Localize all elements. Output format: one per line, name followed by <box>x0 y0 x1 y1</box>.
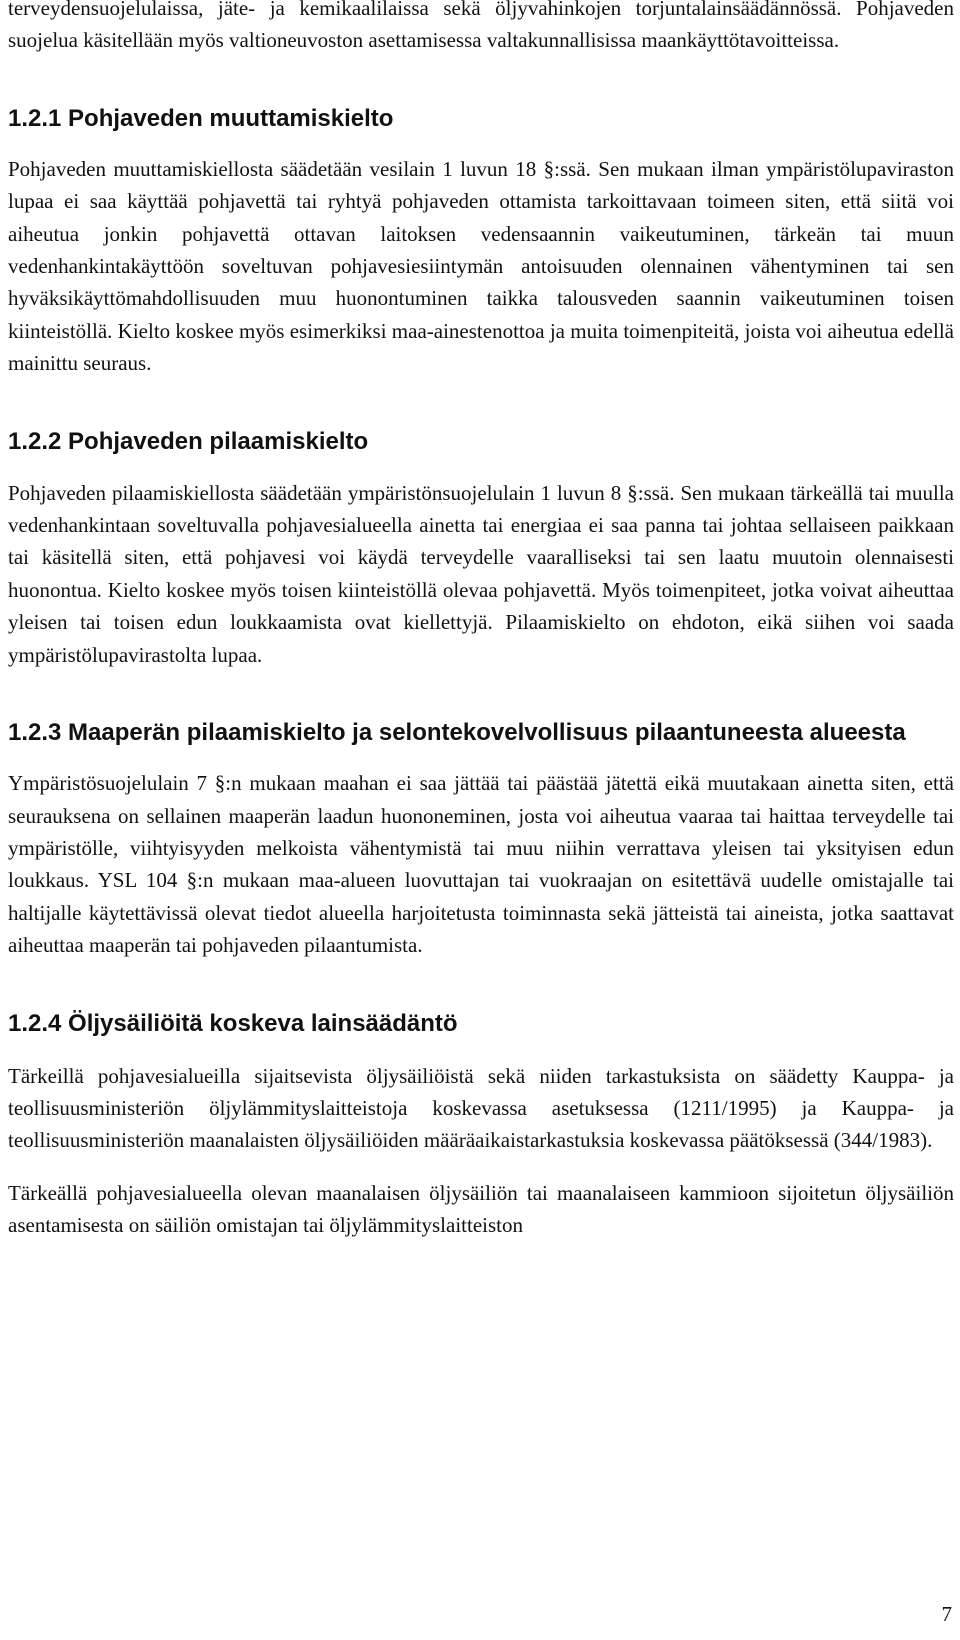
section-1-2-4-paragraph-2: Tärkeällä pohjavesialueella olevan maanalaisen öljysäiliön tai maanalaiseen kammioon sijoitetun öljysäiliön asentamisesta on säiliön omistajan tai öljylämmityslaitteiston <box>8 1180 954 1238</box>
section-heading-1-2-3: 1.2.3 Maaperän pilaamiskielto ja selontekovelvollisuus pilaantuneesta alueesta <box>8 719 906 747</box>
section-1-2-1-paragraph: Pohjaveden muuttamiskiellosta säädetään vesilain 1 luvun 18 §:ssä. Sen mukaan ilman ympäristölupaviraston lupaa ei saa käyttää pohjavettä tai ryhtyä pohjaveden ottamista tarkoittavaan toimeen siten, että siitä voi aiheutua jonkin pohjavettä ottavan laitoksen vedensaannin vaikeutuminen, tärkeän tai muun vedenhankintakäyttöön soveltuvan pohjavesiesiintymän antoisuuden olennainen vähentyminen tai sen hyväksikäyttömahdollisuuden muu huonontuminen taikka talousveden saannin vaikeutuminen toisen kiinteistöllä. Kielto koskee myös esimerkiksi maa-ainestenottoa ja muita toimenpiteitä, joista voi aiheutua edellä mainittu seuraus. <box>8 156 954 376</box>
intro-paragraph: terveydensuojelulaissa, jäte- ja kemikaalilaissa sekä öljyvahinkojen torjuntalainsäädännössä. Pohjaveden suojelua käsitellään myös valtioneuvoston asettamisessa valtakunnallisissa maankäyttötavoitteissa. <box>8 0 954 53</box>
section-heading-1-2-1: 1.2.1 Pohjaveden muuttamiskielto <box>8 104 394 132</box>
section-1-2-3-paragraph: Ympäristösuojelulain 7 §:n mukaan maahan ei saa jättää tai päästää jätettä eikä muutakaan ainetta siten, että seurauksena on sellainen maaperän laadun huononeminen, josta voi aiheutua vaaraa tai haittaa terveydelle tai ympäristölle, viihtyisyyden melkoista vähentymistä tai muu niihin verrattava yleisen tai yksityisen edun loukkaus. YSL 104 §:n mukaan maa-alueen luovuttajan tai vuokraajan on esitettävä uudelle omistajalle tai haltijalle käytettävissä olevat tiedot alueella harjoitetusta toiminnasta sekä jätteistä tai aineista, jotka saattavat aiheuttaa maaperän tai pohjaveden pilaantumista. <box>8 771 954 958</box>
section-heading-1-2-4: 1.2.4 Öljysäiliöitä koskeva lainsäädäntö <box>8 1009 458 1037</box>
section-1-2-4-paragraph-1: Tärkeillä pohjavesialueilla sijaitsevista öljysäiliöistä sekä niiden tarkastuksista on säädetty Kauppa- ja teollisuusministeriön öljylämmityslaitteistoja koskevassa asetuksessa (1211/1995) ja Kauppa- ja teollisuusministeriön maanalaisten öljysäiliöiden määräaikaistarkastuksia koskevassa päätöksessä (344/1983). <box>8 1063 954 1153</box>
page-number: 7 <box>941 1602 952 1626</box>
page-content <box>8 0 954 1242</box>
section-heading-1-2-2: 1.2.2 Pohjaveden pilaamiskielto <box>8 427 369 455</box>
section-1-2-2-paragraph: Pohjaveden pilaamiskiellosta säädetään ympäristönsuojelulain 1 luvun 8 §:ssä. Sen mukaan tärkeällä tai muulla vedenhankintaan soveltuvalla pohjavesialueella ainetta tai energiaa ei saa panna tai johtaa sellaiseen paikkaan tai käsitellä siten, että pohjavesi voi käydä terveydelle vaaralliseksi tai sen laatu muutoin olennaisesti huonontua. Kielto koskee myös toisen kiinteistöllä olevaa pohjavettä. Myös toimenpiteet, jotka voivat aiheuttaa yleisen tai toisen edun loukkaamista ovat kiellettyjä. Pilaamiskielto on ehdoton, eikä siihen voi saada ympäristölupavirastolta lupaa. <box>8 480 954 667</box>
